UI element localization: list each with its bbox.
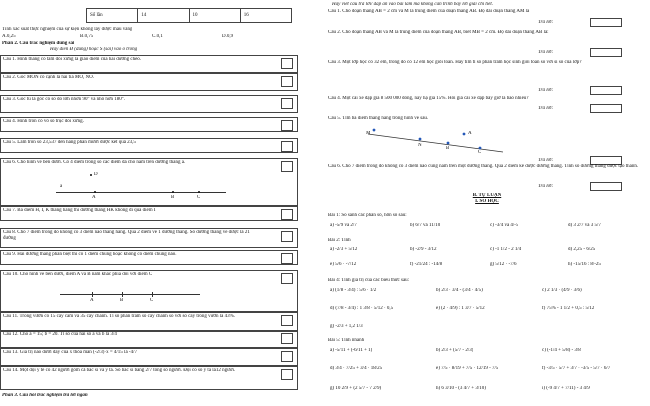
label-c: C: [478, 150, 482, 155]
question-text: Câu 8. Cho 7 điểm trong đó không có 3 điểm nào thẳng hàng. Qua 2 điểm vẽ 1 đường thẳng. Số đường thẳng vẽ được là 21 đường: [3, 230, 250, 241]
exercise-4-item: e) 7/5 · 8/19 + 7/5 · 12/19 - 7/5: [436, 366, 499, 371]
point-b: [447, 142, 450, 145]
right-question-4: Câu 4. Một cái xe đạp giá 8 500 000 đồng, nay hạ giá 15%. Hỏi giá cái xe đạp bây giờ là bao nhiêu?: [328, 96, 529, 101]
exercise-4-item: a) -5/11 + (-6/11 + 1): [330, 348, 373, 353]
answer-box[interactable]: [281, 120, 293, 131]
question-text: Câu 10. Cho hình vẽ bên dưới, điểm A và B nằm khác phía đối với điểm C: [3, 272, 153, 277]
answer-box[interactable]: [281, 98, 293, 109]
point-c: [479, 147, 482, 150]
exercise-2-title: Bài 2: Tính: [328, 238, 351, 243]
question-row: [0, 348, 298, 366]
tick-c: [152, 292, 153, 297]
exercise-4-item: d) 3/4 · 7/25 + 3/4 · 18/25: [330, 366, 383, 371]
label-c: C: [197, 195, 201, 200]
line-abc: [60, 294, 200, 295]
answer-box[interactable]: [281, 351, 293, 362]
question-row: [0, 312, 298, 332]
right-column: [328, 0, 646, 406]
answer-box[interactable]: [590, 18, 622, 27]
label-c-2: C: [150, 298, 154, 303]
exercise-2-item: f) -21/24 : -14/8: [410, 262, 443, 267]
answer-box[interactable]: [281, 333, 293, 344]
part3-title: Phần 3. Câu hỏi trắc nghiệm trả lời ngắn: [2, 393, 88, 398]
right-question-2: Câu 2. Cho đoạn thẳng AB và M là trung điểm của đoạn thẳng AB, biết MB = 2 cm. Độ dài đoạn thẳng AB là:: [328, 30, 549, 35]
question-text: Câu 9. Hai đường thẳng phân biệt thì có 1 điểm chung hoặc không có điểm chung nào.: [3, 252, 177, 257]
answer-box[interactable]: [590, 182, 622, 191]
question-row: [0, 270, 298, 312]
answer-box[interactable]: [281, 369, 293, 380]
exercise-1-title: Bài 1: So sánh các phân số, hỗn số sau:: [328, 213, 407, 218]
answer-label: Trả lời:: [538, 50, 554, 55]
part2-title: Phần 2. Câu trắc nghiệm đúng sai: [2, 41, 75, 46]
answer-label: Trả lời:: [538, 88, 554, 93]
label-b: B: [171, 195, 175, 200]
question-row: [0, 95, 298, 113]
exercise-3-item: f) 75% - 1 1/2 + 0,5 : 5/12: [542, 306, 595, 311]
answer-box[interactable]: [281, 253, 293, 264]
right-question-5: Câu 5. Tìm ba điểm thẳng hàng trong hình vẽ sau.: [328, 116, 429, 121]
answer-box[interactable]: [590, 104, 622, 113]
question-text: Câu 12. Cho a = 15; b = 20. Tỉ số của hai số a và b là 3/4: [3, 332, 117, 337]
exercise-4-item: g) 10 2/9 + (2 5/7 - 7 2/9): [330, 386, 382, 391]
exercise-2-item: b) -2/9 - 3/12: [410, 247, 437, 252]
question-row: [0, 366, 298, 390]
question-text: Câu 2. Góc MON có cạnh là hai tia MO, NO.: [3, 75, 94, 80]
option-d: D.0,9: [222, 34, 234, 39]
answer-box[interactable]: [281, 141, 293, 152]
exercise-2-item: d) 2,25 - 6/25: [568, 247, 596, 252]
question-row: [0, 158, 298, 206]
question-text: Câu 4. Hình tròn có vô số trục đối xứng.: [3, 119, 84, 124]
point-b: [172, 191, 174, 193]
label-d: D: [94, 172, 98, 177]
point-n: [419, 138, 422, 141]
section-title: B. TỰ LUẬN: [472, 193, 502, 198]
exercise-4-item: f) -3/5 · 5/7 + 3/7 · -3/5 - 5/7 · 6/7: [542, 366, 611, 371]
answer-box[interactable]: [281, 209, 293, 220]
top-table-cell: 16: [243, 13, 249, 18]
instruction: Hãy viết câu trả lời/ đáp án vào bài làm mà không cần trình bày lời giải chi tiết.: [332, 2, 494, 7]
right-question-3: Câu 3. Một lớp học có 32 em, trong đó có 12 em học giỏi toán. Hãy tìm tỉ số phần trăm học sinh giỏi toán so với sĩ số của lớp?: [328, 60, 582, 65]
intro-text: Tính xác suất thực nghiệm của sự kiện không lấy được màu vàng: [2, 27, 133, 32]
label-a: A: [468, 131, 472, 136]
question-text: Câu 1. Hình thang có tâm đối xứng là giao điểm của hai đường chéo.: [3, 57, 142, 62]
exercise-3-item: e) (2 · 4/9) : 1 3/7 · 5/12: [436, 306, 485, 311]
question-text: Câu 5. Làm tròn số 23,537 đến hàng phần mười được kết quả 23,5: [3, 140, 136, 145]
answer-box[interactable]: [281, 161, 293, 172]
question-row: [0, 228, 298, 248]
exercise-4-title: Bài 5: Tính nhanh: [328, 338, 365, 343]
point-a: [94, 191, 96, 193]
exercise-2-item: c) -1 1/2 - 2 1/4: [490, 247, 522, 252]
top-table-cell: 10: [190, 9, 241, 22]
answer-box[interactable]: [590, 48, 622, 57]
answer-box[interactable]: [281, 58, 293, 69]
exercise-2-item: a) -2/3 + 5/12: [330, 247, 358, 252]
exercise-3-title: Bài 4: Tính giá trị của các biểu thức sau:: [328, 278, 410, 283]
exercise-1-item: d) 3 2/7 và 3 5/7: [568, 223, 601, 228]
exercise-1-item: c) -3/4 và 4/-5: [490, 223, 519, 228]
option-b: B.0,75: [80, 34, 94, 39]
question-text: Câu 7. Ba điểm H, I, K thẳng hàng thì đường thẳng HK không đi qua điểm I: [3, 208, 156, 213]
question-row: [0, 55, 298, 73]
section-subtitle: I. SỐ HỌC: [475, 199, 499, 204]
figure-line: [368, 134, 503, 152]
answer-label: Trả lời:: [538, 20, 554, 25]
label-b: B: [446, 146, 450, 151]
right-question-6: Câu 6. Cho 7 điểm trong đó không có 3 điểm nào cùng nằm trên một đường thẳng. Qua 2 điểm kẻ được đường thẳng. Tính số đường thẳng được tạo thành.: [328, 164, 639, 169]
point-m: [373, 129, 376, 132]
question-text: Câu 6. Cho hình vẽ bên dưới. Có 4 điểm trong số các điểm đã cho nằm trên đường thẳng a.: [3, 160, 186, 165]
left-column: [0, 0, 320, 406]
exercise-1-item: b) 6/7 và 11/10: [410, 223, 441, 228]
answer-label: Trả lời:: [538, 106, 554, 111]
right-question-1: Câu 1. Cho đoạn thẳng AB = 2 cm và M là trung điểm của đoạn thẳng AB. Độ dài đoạn thẳng AM là: [328, 9, 530, 14]
point-c: [198, 191, 200, 193]
question-row: [0, 73, 298, 91]
question-text: Câu 14. Một đội y tế có 42 người gồm cả bác sĩ và y tá. Số bác sĩ bằng 2/7 tổng số người. Đội có số y tá là12 người.: [3, 368, 236, 373]
question-row: [0, 330, 298, 348]
label-m: M: [366, 131, 371, 136]
top-table-cell: 14: [138, 9, 189, 22]
point-d: [90, 174, 92, 176]
exercise-3-item: a) (1/8 - 3/4) : 5/6 · 1/2: [330, 288, 377, 293]
exercise-2-item: h) -15/16 : 8/-25: [568, 262, 601, 267]
option-a: A.0,25: [2, 34, 16, 39]
top-table: [86, 8, 292, 23]
exercise-2-item: e) 5/6 · -7/12: [330, 262, 357, 267]
label-line-a: a: [60, 184, 63, 189]
exercise-1-item: a) -5/9 và 2/7: [330, 223, 357, 228]
label-a: A: [92, 195, 96, 200]
figure-points: [368, 126, 508, 156]
exercise-4-item: c) (-1/4 + 5/8) - 3/8: [542, 348, 581, 353]
exercise-3-item: d) (7/8 - 3/4) : 1 3/8 · 5/12 · 0,5: [330, 306, 394, 311]
point-a: [463, 133, 466, 136]
line-a: [56, 192, 226, 193]
label-b-2: B: [120, 298, 124, 303]
answer-label: Trả lời:: [538, 184, 554, 189]
answer-box[interactable]: [281, 273, 293, 284]
exercise-4-item: i) (-9 4/7 + 7/11) - 3 4/9: [542, 386, 590, 391]
question-row: [0, 138, 298, 153]
exercise-4-item: b) 2/3 + (5/7 - 2/3): [436, 348, 474, 353]
question-row: [0, 117, 298, 132]
label-a-2: A: [90, 298, 94, 303]
exercise-2-item: g) 5/12 · -7/6: [490, 262, 517, 267]
question-text: Câu 3. Góc tù là góc có số đo lớn nhơn 90° và nhỏ hơn 180°.: [3, 97, 126, 102]
exercise-3-item: g) -2/3 + 1,2 1/3: [330, 324, 363, 329]
tick-a: [92, 292, 93, 297]
question-text: Câu 11. Trong vườn có 15 cây cam và 35 cây chanh. Tỉ số phần trăm số cây chanh so với số cây trong vườn là 43%.: [3, 314, 236, 319]
answer-box[interactable]: [281, 231, 293, 242]
exercise-3-item: b) 2/3 · 3/4 - (3/4 · 4/5): [436, 288, 483, 293]
answer-box[interactable]: [281, 315, 293, 326]
question-row: [0, 206, 298, 221]
question-text: Câu 13. Giá trị nào dưới đây của x thỏa mãn (-2/3)·x = 4/15 là -4/7: [3, 350, 137, 355]
question-row: [0, 250, 298, 265]
answer-box[interactable]: [590, 86, 622, 95]
part2-note: Hãy điền Đ (đúng) hoặc S (sai) vào ô trống: [50, 47, 138, 52]
answer-label: Trả lời:: [538, 158, 554, 163]
answer-box[interactable]: [281, 76, 293, 87]
tick-b: [122, 292, 123, 297]
option-c: C.0,1: [152, 34, 163, 39]
label-n: N: [418, 143, 422, 148]
exercise-3-item: c) 2 1/3 · (4/9 · 3/6): [542, 288, 582, 293]
exercise-4-item: h) 6 3/10 - (3 4/7 + 3/10): [436, 386, 486, 391]
top-table-cell: Số lần: [87, 9, 138, 22]
